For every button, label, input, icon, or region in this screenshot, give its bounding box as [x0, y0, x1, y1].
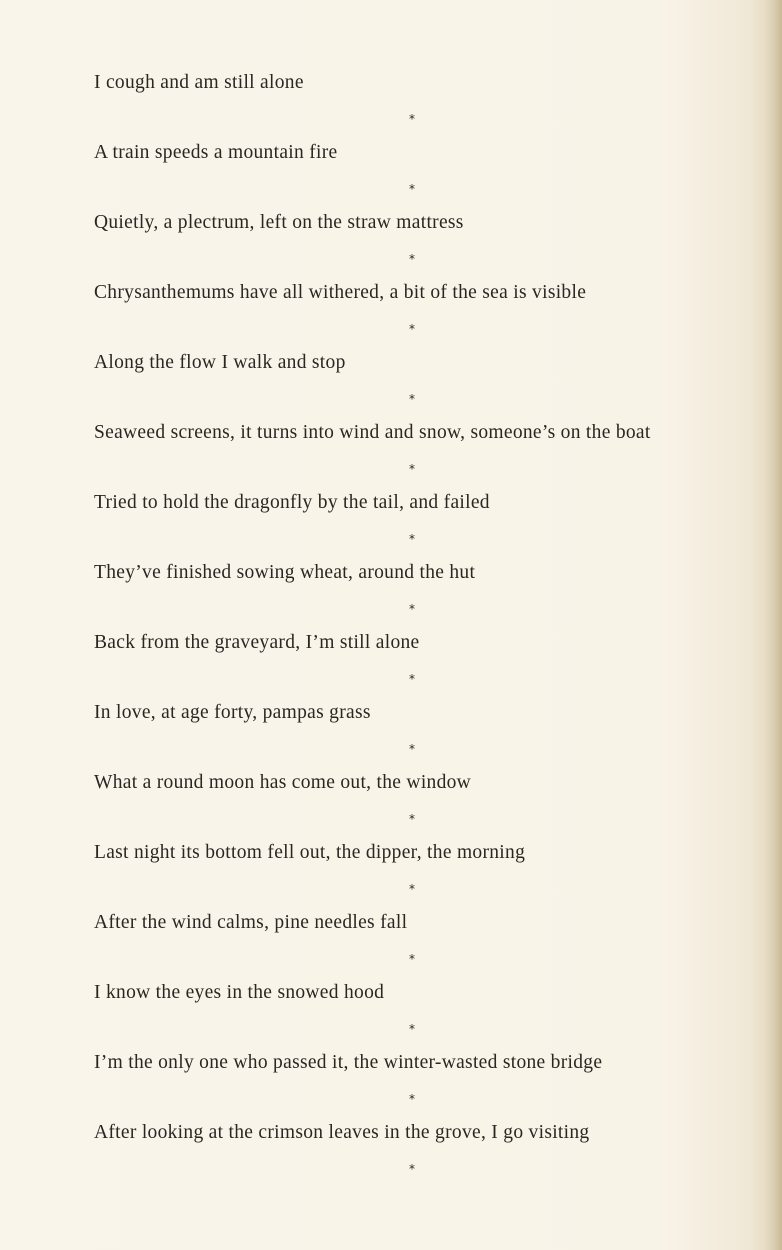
separator-asterisk: *	[409, 602, 415, 616]
poem-line: Seaweed screens, it turns into wind and snow, someone’s on the boat	[94, 422, 651, 443]
poem-line: After the wind calms, pine needles fall	[94, 912, 408, 933]
separator-asterisk: *	[409, 322, 415, 336]
separator-asterisk: *	[409, 112, 415, 126]
poem-line: Along the flow I walk and stop	[94, 352, 346, 373]
separator-asterisk: *	[409, 742, 415, 756]
separator-asterisk: *	[409, 1022, 415, 1036]
poem-line: In love, at age forty, pampas grass	[94, 702, 371, 723]
poem-line: What a round moon has come out, the window	[94, 772, 472, 793]
separator-asterisk: *	[409, 672, 415, 686]
poem-line: I know the eyes in the snowed hood	[94, 982, 385, 1003]
poem-line: After looking at the crimson leaves in the grove, I go visiting	[94, 1122, 590, 1143]
separator-asterisk: *	[409, 1092, 415, 1106]
separator-asterisk: *	[409, 882, 415, 896]
separator-asterisk: *	[409, 462, 415, 476]
poem-line: Quietly, a plectrum, left on the straw mattress	[94, 212, 464, 233]
poem-line: Back from the graveyard, I’m still alone	[94, 632, 420, 653]
page-gutter-shadow	[752, 0, 782, 1250]
separator-asterisk: *	[409, 392, 415, 406]
separator-asterisk: *	[409, 182, 415, 196]
poem-line: I’m the only one who passed it, the winter-wasted stone bridge	[94, 1052, 603, 1073]
separator-asterisk: *	[409, 532, 415, 546]
poem-line: Last night its bottom fell out, the dipper, the morning	[94, 842, 526, 863]
poem-line: I cough and am still alone	[94, 72, 304, 93]
separator-asterisk: *	[409, 1162, 415, 1176]
poem-line: A train speeds a mountain fire	[94, 142, 338, 163]
poem-column	[94, 70, 744, 1176]
separator-asterisk: *	[409, 252, 415, 266]
poem-line: Chrysanthemums have all withered, a bit of the sea is visible	[94, 282, 587, 303]
separator-asterisk: *	[409, 812, 415, 826]
poem-line: They’ve finished sowing wheat, around the hut	[94, 562, 476, 583]
poem-line: Tried to hold the dragonfly by the tail, and failed	[94, 492, 490, 513]
separator-asterisk: *	[409, 952, 415, 966]
